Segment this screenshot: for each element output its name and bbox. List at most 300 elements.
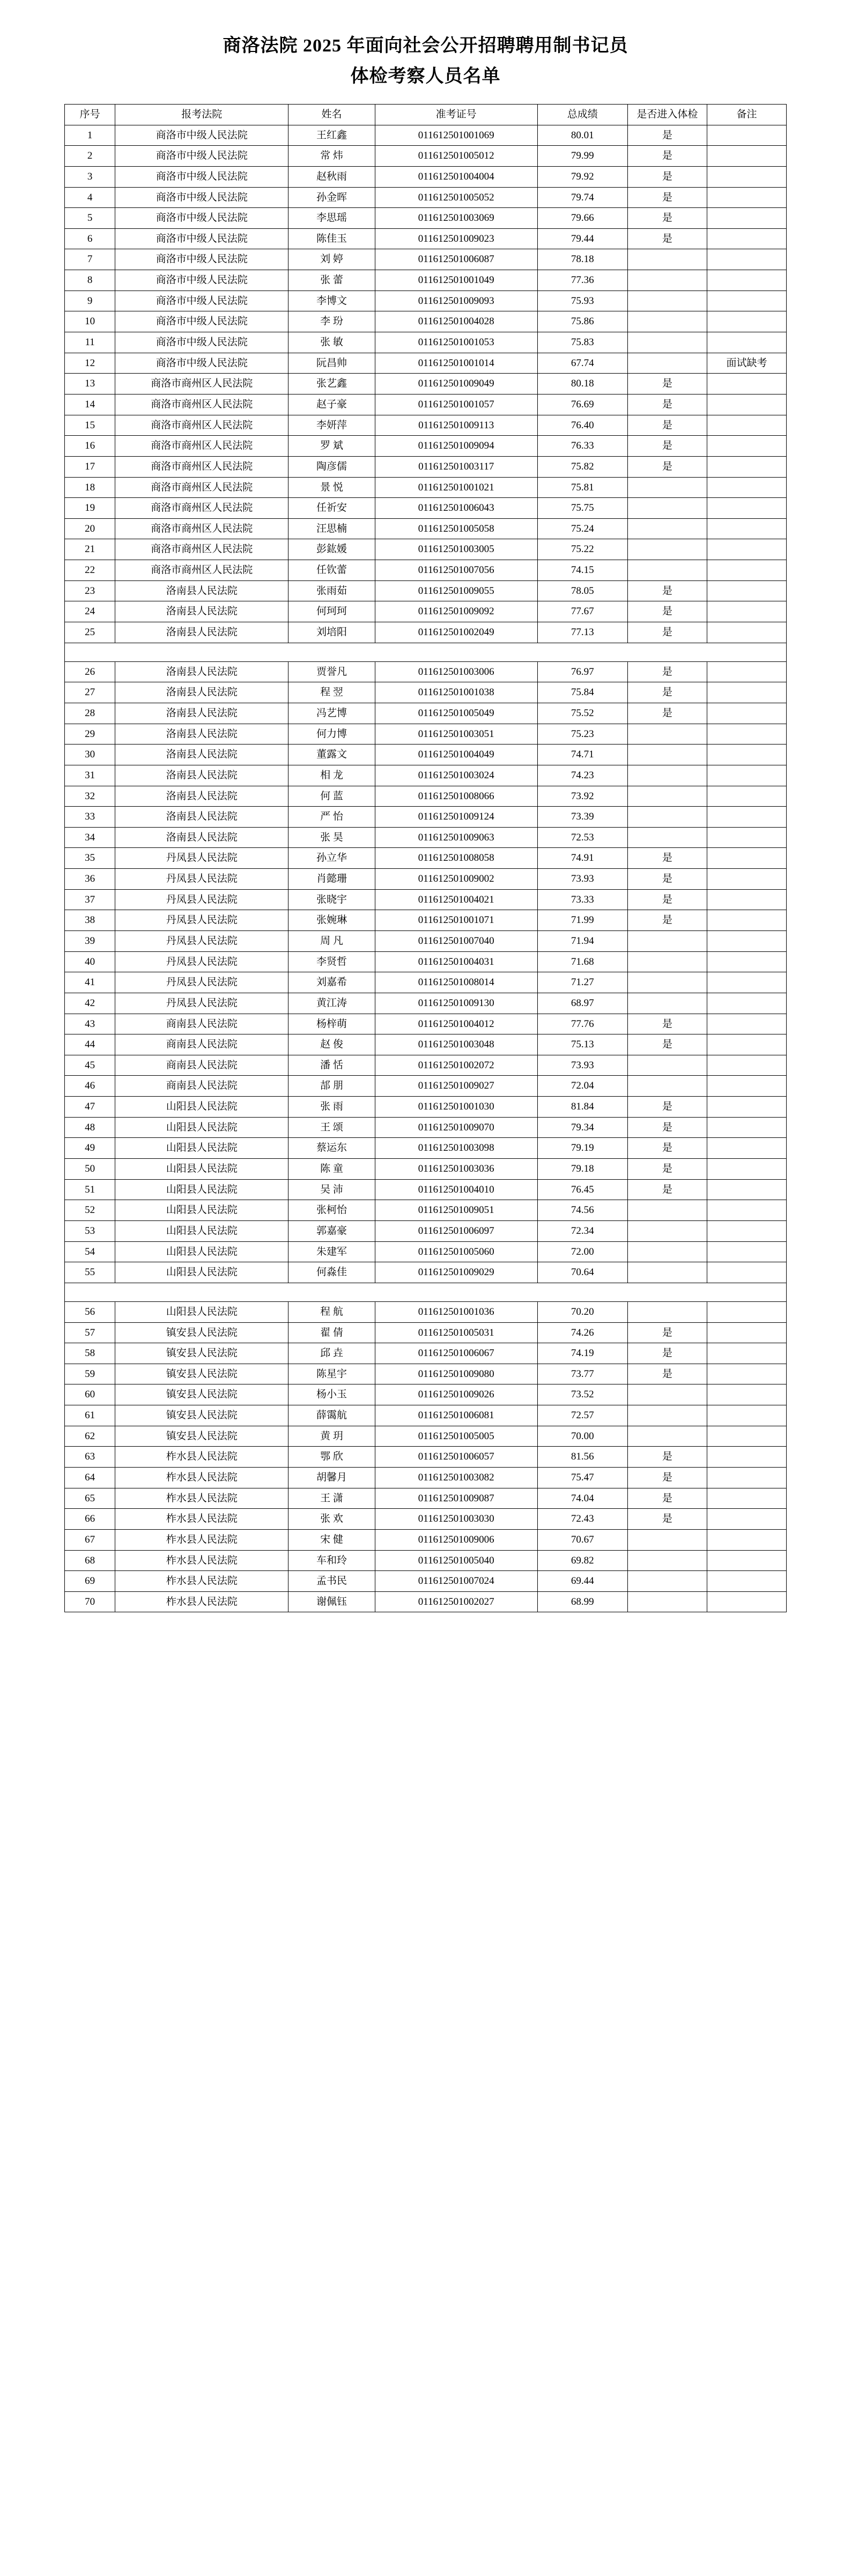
row-score: 74.71 bbox=[537, 744, 627, 765]
row-medical-check bbox=[627, 786, 707, 807]
row-index: 19 bbox=[65, 498, 115, 519]
row-name: 宋 健 bbox=[288, 1529, 375, 1550]
row-exam-id: 011612501005005 bbox=[375, 1426, 537, 1447]
page-break-spacer-cell bbox=[65, 1283, 787, 1301]
row-note bbox=[707, 1447, 786, 1468]
row-note bbox=[707, 765, 786, 786]
table-row bbox=[65, 1055, 787, 1076]
row-note bbox=[707, 1159, 786, 1180]
row-medical-check bbox=[627, 560, 707, 581]
row-exam-id: 011612501009023 bbox=[375, 228, 537, 249]
row-medical-check: 是 bbox=[627, 848, 707, 869]
row-note bbox=[707, 1034, 786, 1055]
table-row bbox=[65, 394, 787, 415]
row-medical-check bbox=[627, 1220, 707, 1241]
row-index: 49 bbox=[65, 1138, 115, 1159]
row-index: 60 bbox=[65, 1384, 115, 1405]
row-score: 67.74 bbox=[537, 353, 627, 374]
row-score: 70.64 bbox=[537, 1262, 627, 1283]
table-row bbox=[65, 1384, 787, 1405]
row-exam-id: 011612501005012 bbox=[375, 146, 537, 167]
row-note bbox=[707, 1097, 786, 1118]
column-header-score: 总成绩 bbox=[537, 105, 627, 125]
row-index: 70 bbox=[65, 1591, 115, 1612]
row-name: 孙立华 bbox=[288, 848, 375, 869]
row-score: 68.99 bbox=[537, 1591, 627, 1612]
row-index: 42 bbox=[65, 993, 115, 1014]
row-index: 4 bbox=[65, 187, 115, 208]
row-name: 何淼佳 bbox=[288, 1262, 375, 1283]
row-name: 胡馨月 bbox=[288, 1468, 375, 1488]
row-exam-id: 011612501009094 bbox=[375, 436, 537, 457]
row-exam-id: 011612501009029 bbox=[375, 1262, 537, 1283]
row-name: 李博文 bbox=[288, 291, 375, 311]
row-exam-id: 011612501009055 bbox=[375, 580, 537, 601]
row-index: 47 bbox=[65, 1097, 115, 1118]
row-medical-check: 是 bbox=[627, 703, 707, 724]
row-score: 81.56 bbox=[537, 1447, 627, 1468]
row-name: 李贤哲 bbox=[288, 951, 375, 972]
row-index: 62 bbox=[65, 1426, 115, 1447]
table-row bbox=[65, 353, 787, 374]
row-exam-id: 011612501004049 bbox=[375, 744, 537, 765]
row-name: 董露文 bbox=[288, 744, 375, 765]
row-index: 43 bbox=[65, 1014, 115, 1034]
row-index: 33 bbox=[65, 807, 115, 828]
row-name: 任祈安 bbox=[288, 498, 375, 519]
row-index: 5 bbox=[65, 208, 115, 229]
row-note bbox=[707, 498, 786, 519]
row-score: 72.34 bbox=[537, 1220, 627, 1241]
row-exam-id: 011612501001038 bbox=[375, 682, 537, 703]
column-header-medical-check: 是否进入体检 bbox=[627, 105, 707, 125]
row-court: 山阳县人民法院 bbox=[115, 1220, 288, 1241]
table-row bbox=[65, 1571, 787, 1592]
row-medical-check bbox=[627, 724, 707, 744]
row-index: 3 bbox=[65, 166, 115, 187]
row-score: 71.27 bbox=[537, 972, 627, 993]
row-court: 丹凤县人民法院 bbox=[115, 910, 288, 931]
table-row bbox=[65, 187, 787, 208]
row-court: 柞水县人民法院 bbox=[115, 1488, 288, 1509]
row-index: 66 bbox=[65, 1509, 115, 1530]
row-court: 商洛市中级人民法院 bbox=[115, 208, 288, 229]
row-note bbox=[707, 889, 786, 910]
table-row bbox=[65, 807, 787, 828]
row-court: 洛南县人民法院 bbox=[115, 703, 288, 724]
row-score: 70.20 bbox=[537, 1301, 627, 1322]
row-name: 汪思楠 bbox=[288, 518, 375, 539]
row-medical-check: 是 bbox=[627, 1014, 707, 1034]
row-exam-id: 011612501007024 bbox=[375, 1571, 537, 1592]
page-break-spacer bbox=[65, 1283, 787, 1301]
row-note bbox=[707, 1343, 786, 1364]
row-medical-check: 是 bbox=[627, 910, 707, 931]
row-note bbox=[707, 477, 786, 498]
row-score: 80.01 bbox=[537, 125, 627, 146]
row-score: 75.24 bbox=[537, 518, 627, 539]
row-note bbox=[707, 951, 786, 972]
row-note bbox=[707, 1241, 786, 1262]
row-name: 陈佳玉 bbox=[288, 228, 375, 249]
row-exam-id: 011612501001021 bbox=[375, 477, 537, 498]
table-row bbox=[65, 415, 787, 436]
row-note bbox=[707, 1117, 786, 1138]
row-score: 74.04 bbox=[537, 1488, 627, 1509]
row-medical-check bbox=[627, 951, 707, 972]
table-row bbox=[65, 166, 787, 187]
row-exam-id: 011612501005040 bbox=[375, 1550, 537, 1571]
table-row bbox=[65, 765, 787, 786]
row-index: 22 bbox=[65, 560, 115, 581]
row-medical-check: 是 bbox=[627, 1159, 707, 1180]
row-note bbox=[707, 1405, 786, 1426]
row-index: 51 bbox=[65, 1179, 115, 1200]
row-exam-id: 011612501004021 bbox=[375, 889, 537, 910]
row-exam-id: 011612501009070 bbox=[375, 1117, 537, 1138]
row-note bbox=[707, 1384, 786, 1405]
row-court: 镇安县人民法院 bbox=[115, 1384, 288, 1405]
row-name: 陈 童 bbox=[288, 1159, 375, 1180]
row-name: 程 航 bbox=[288, 1301, 375, 1322]
row-name: 薛霭航 bbox=[288, 1405, 375, 1426]
row-exam-id: 011612501009092 bbox=[375, 601, 537, 622]
row-score: 75.13 bbox=[537, 1034, 627, 1055]
row-score: 77.76 bbox=[537, 1014, 627, 1034]
row-note bbox=[707, 146, 786, 167]
table-row bbox=[65, 125, 787, 146]
row-note bbox=[707, 724, 786, 744]
row-note bbox=[707, 910, 786, 931]
table-row bbox=[65, 1364, 787, 1384]
row-exam-id: 011612501003098 bbox=[375, 1138, 537, 1159]
row-exam-id: 011612501003030 bbox=[375, 1509, 537, 1530]
row-index: 11 bbox=[65, 332, 115, 353]
table-row bbox=[65, 1014, 787, 1034]
row-exam-id: 011612501003048 bbox=[375, 1034, 537, 1055]
row-medical-check bbox=[627, 1571, 707, 1592]
row-court: 山阳县人民法院 bbox=[115, 1262, 288, 1283]
row-note bbox=[707, 972, 786, 993]
row-court: 洛南县人民法院 bbox=[115, 827, 288, 848]
row-name: 冯艺博 bbox=[288, 703, 375, 724]
row-name: 何珂珂 bbox=[288, 601, 375, 622]
table-row bbox=[65, 1159, 787, 1180]
row-medical-check bbox=[627, 1200, 707, 1221]
table-header-row bbox=[65, 105, 787, 125]
row-medical-check: 是 bbox=[627, 1343, 707, 1364]
row-medical-check bbox=[627, 353, 707, 374]
row-medical-check: 是 bbox=[627, 415, 707, 436]
table-row bbox=[65, 1468, 787, 1488]
row-note bbox=[707, 1322, 786, 1343]
row-name: 阮昌帅 bbox=[288, 353, 375, 374]
row-exam-id: 011612501006087 bbox=[375, 249, 537, 270]
row-court: 商洛市中级人民法院 bbox=[115, 291, 288, 311]
row-court: 洛南县人民法院 bbox=[115, 622, 288, 643]
row-exam-id: 011612501003006 bbox=[375, 661, 537, 682]
row-score: 75.84 bbox=[537, 682, 627, 703]
row-score: 73.92 bbox=[537, 786, 627, 807]
row-name: 肖懿珊 bbox=[288, 869, 375, 890]
row-exam-id: 011612501001069 bbox=[375, 125, 537, 146]
row-score: 75.86 bbox=[537, 311, 627, 332]
row-medical-check bbox=[627, 765, 707, 786]
row-name: 刘嘉希 bbox=[288, 972, 375, 993]
row-index: 18 bbox=[65, 477, 115, 498]
row-exam-id: 011612501005052 bbox=[375, 187, 537, 208]
row-score: 72.04 bbox=[537, 1076, 627, 1097]
row-index: 41 bbox=[65, 972, 115, 993]
row-medical-check: 是 bbox=[627, 601, 707, 622]
row-index: 31 bbox=[65, 765, 115, 786]
table-row bbox=[65, 1529, 787, 1550]
row-score: 74.56 bbox=[537, 1200, 627, 1221]
row-score: 76.69 bbox=[537, 394, 627, 415]
row-medical-check bbox=[627, 249, 707, 270]
row-medical-check bbox=[627, 1591, 707, 1612]
row-medical-check bbox=[627, 1405, 707, 1426]
row-exam-id: 011612501005049 bbox=[375, 703, 537, 724]
row-note bbox=[707, 166, 786, 187]
row-note bbox=[707, 869, 786, 890]
row-medical-check: 是 bbox=[627, 456, 707, 477]
row-court: 柞水县人民法院 bbox=[115, 1571, 288, 1592]
row-medical-check: 是 bbox=[627, 1034, 707, 1055]
row-name: 何力博 bbox=[288, 724, 375, 744]
row-score: 74.91 bbox=[537, 848, 627, 869]
row-note bbox=[707, 930, 786, 951]
page-title: 商洛法院 2025 年面向社会公开招聘聘用制书记员 bbox=[223, 36, 628, 56]
row-name: 张 雨 bbox=[288, 1097, 375, 1118]
row-medical-check: 是 bbox=[627, 1468, 707, 1488]
row-court: 镇安县人民法院 bbox=[115, 1322, 288, 1343]
row-name: 张 欢 bbox=[288, 1509, 375, 1530]
row-index: 6 bbox=[65, 228, 115, 249]
row-note bbox=[707, 125, 786, 146]
table-row bbox=[65, 724, 787, 744]
row-score: 73.52 bbox=[537, 1384, 627, 1405]
row-court: 丹凤县人民法院 bbox=[115, 848, 288, 869]
row-medical-check bbox=[627, 1384, 707, 1405]
row-index: 50 bbox=[65, 1159, 115, 1180]
row-court: 丹凤县人民法院 bbox=[115, 951, 288, 972]
row-score: 71.94 bbox=[537, 930, 627, 951]
row-name: 刘培阳 bbox=[288, 622, 375, 643]
row-court: 商南县人民法院 bbox=[115, 1055, 288, 1076]
row-court: 洛南县人民法院 bbox=[115, 601, 288, 622]
row-note bbox=[707, 228, 786, 249]
row-note bbox=[707, 1014, 786, 1034]
table-row bbox=[65, 889, 787, 910]
row-court: 商南县人民法院 bbox=[115, 1076, 288, 1097]
row-court: 商洛市中级人民法院 bbox=[115, 125, 288, 146]
row-exam-id: 011612501004004 bbox=[375, 166, 537, 187]
row-exam-id: 011612501001071 bbox=[375, 910, 537, 931]
row-score: 75.23 bbox=[537, 724, 627, 744]
row-score: 77.13 bbox=[537, 622, 627, 643]
row-name: 李 玢 bbox=[288, 311, 375, 332]
row-medical-check bbox=[627, 744, 707, 765]
row-index: 15 bbox=[65, 415, 115, 436]
row-exam-id: 011612501009063 bbox=[375, 827, 537, 848]
row-medical-check: 是 bbox=[627, 228, 707, 249]
row-exam-id: 011612501003069 bbox=[375, 208, 537, 229]
row-exam-id: 011612501009093 bbox=[375, 291, 537, 311]
row-court: 商洛市商州区人民法院 bbox=[115, 498, 288, 519]
row-exam-id: 011612501005060 bbox=[375, 1241, 537, 1262]
row-note bbox=[707, 993, 786, 1014]
row-note bbox=[707, 436, 786, 457]
row-note bbox=[707, 1488, 786, 1509]
row-medical-check: 是 bbox=[627, 187, 707, 208]
row-note bbox=[707, 703, 786, 724]
row-exam-id: 011612501003036 bbox=[375, 1159, 537, 1180]
row-medical-check: 是 bbox=[627, 208, 707, 229]
table-row bbox=[65, 703, 787, 724]
table-row bbox=[65, 228, 787, 249]
table-row bbox=[65, 1220, 787, 1241]
row-note bbox=[707, 187, 786, 208]
row-score: 79.74 bbox=[537, 187, 627, 208]
row-index: 59 bbox=[65, 1364, 115, 1384]
row-medical-check: 是 bbox=[627, 125, 707, 146]
row-court: 商洛市中级人民法院 bbox=[115, 187, 288, 208]
row-court: 商洛市中级人民法院 bbox=[115, 353, 288, 374]
row-index: 48 bbox=[65, 1117, 115, 1138]
row-note bbox=[707, 827, 786, 848]
row-medical-check bbox=[627, 332, 707, 353]
row-score: 79.34 bbox=[537, 1117, 627, 1138]
row-exam-id: 011612501005058 bbox=[375, 518, 537, 539]
row-score: 74.19 bbox=[537, 1343, 627, 1364]
row-exam-id: 011612501001053 bbox=[375, 332, 537, 353]
table-row bbox=[65, 1076, 787, 1097]
row-index: 16 bbox=[65, 436, 115, 457]
row-medical-check bbox=[627, 1426, 707, 1447]
row-name: 赵 俊 bbox=[288, 1034, 375, 1055]
row-score: 76.45 bbox=[537, 1179, 627, 1200]
row-name: 任钦蕾 bbox=[288, 560, 375, 581]
column-header-court: 报考法院 bbox=[115, 105, 288, 125]
row-medical-check: 是 bbox=[627, 436, 707, 457]
table-row bbox=[65, 1447, 787, 1468]
row-note bbox=[707, 1529, 786, 1550]
table-row bbox=[65, 1509, 787, 1530]
row-index: 44 bbox=[65, 1034, 115, 1055]
row-score: 79.99 bbox=[537, 146, 627, 167]
row-exam-id: 011612501009026 bbox=[375, 1384, 537, 1405]
table-row bbox=[65, 1117, 787, 1138]
row-medical-check bbox=[627, 291, 707, 311]
row-court: 洛南县人民法院 bbox=[115, 786, 288, 807]
row-exam-id: 011612501007056 bbox=[375, 560, 537, 581]
row-medical-check: 是 bbox=[627, 869, 707, 890]
row-medical-check: 是 bbox=[627, 580, 707, 601]
row-court: 商洛市商州区人民法院 bbox=[115, 374, 288, 394]
row-exam-id: 011612501006057 bbox=[375, 1447, 537, 1468]
row-score: 74.15 bbox=[537, 560, 627, 581]
row-note bbox=[707, 1220, 786, 1241]
roster-table bbox=[64, 104, 787, 1612]
table-row bbox=[65, 311, 787, 332]
row-index: 61 bbox=[65, 1405, 115, 1426]
row-index: 8 bbox=[65, 270, 115, 291]
table-row bbox=[65, 477, 787, 498]
table-row bbox=[65, 1343, 787, 1364]
row-score: 75.81 bbox=[537, 477, 627, 498]
row-score: 79.66 bbox=[537, 208, 627, 229]
row-index: 58 bbox=[65, 1343, 115, 1364]
row-name: 严 怡 bbox=[288, 807, 375, 828]
row-exam-id: 011612501006043 bbox=[375, 498, 537, 519]
row-score: 79.19 bbox=[537, 1138, 627, 1159]
row-medical-check: 是 bbox=[627, 374, 707, 394]
row-medical-check bbox=[627, 827, 707, 848]
row-medical-check: 是 bbox=[627, 682, 707, 703]
row-index: 28 bbox=[65, 703, 115, 724]
row-index: 57 bbox=[65, 1322, 115, 1343]
row-court: 商洛市中级人民法院 bbox=[115, 228, 288, 249]
table-row bbox=[65, 972, 787, 993]
row-name: 邱 垚 bbox=[288, 1343, 375, 1364]
row-index: 21 bbox=[65, 539, 115, 560]
column-header-exam-id: 准考证号 bbox=[375, 105, 537, 125]
row-medical-check bbox=[627, 807, 707, 828]
row-note bbox=[707, 1138, 786, 1159]
table-row bbox=[65, 332, 787, 353]
row-note bbox=[707, 622, 786, 643]
row-name: 吴 沛 bbox=[288, 1179, 375, 1200]
row-court: 商洛市中级人民法院 bbox=[115, 249, 288, 270]
row-note bbox=[707, 682, 786, 703]
row-exam-id: 011612501001057 bbox=[375, 394, 537, 415]
row-court: 丹凤县人民法院 bbox=[115, 993, 288, 1014]
row-exam-id: 011612501004010 bbox=[375, 1179, 537, 1200]
row-note bbox=[707, 332, 786, 353]
row-index: 7 bbox=[65, 249, 115, 270]
row-index: 40 bbox=[65, 951, 115, 972]
row-medical-check: 是 bbox=[627, 661, 707, 682]
row-court: 洛南县人民法院 bbox=[115, 724, 288, 744]
row-court: 商南县人民法院 bbox=[115, 1014, 288, 1034]
row-index: 27 bbox=[65, 682, 115, 703]
row-score: 71.99 bbox=[537, 910, 627, 931]
row-court: 洛南县人民法院 bbox=[115, 765, 288, 786]
row-score: 73.39 bbox=[537, 807, 627, 828]
row-court: 镇安县人民法院 bbox=[115, 1405, 288, 1426]
row-note bbox=[707, 1426, 786, 1447]
row-name: 孙金晖 bbox=[288, 187, 375, 208]
row-name: 黄 玥 bbox=[288, 1426, 375, 1447]
row-index: 25 bbox=[65, 622, 115, 643]
row-index: 2 bbox=[65, 146, 115, 167]
table-row bbox=[65, 146, 787, 167]
row-index: 65 bbox=[65, 1488, 115, 1509]
row-note bbox=[707, 601, 786, 622]
row-score: 76.33 bbox=[537, 436, 627, 457]
row-name: 陈星宇 bbox=[288, 1364, 375, 1384]
row-index: 68 bbox=[65, 1550, 115, 1571]
row-index: 20 bbox=[65, 518, 115, 539]
row-exam-id: 011612501006067 bbox=[375, 1343, 537, 1364]
row-exam-id: 011612501009006 bbox=[375, 1529, 537, 1550]
row-score: 79.92 bbox=[537, 166, 627, 187]
row-index: 63 bbox=[65, 1447, 115, 1468]
row-medical-check: 是 bbox=[627, 1138, 707, 1159]
row-score: 77.67 bbox=[537, 601, 627, 622]
row-exam-id: 011612501002049 bbox=[375, 622, 537, 643]
